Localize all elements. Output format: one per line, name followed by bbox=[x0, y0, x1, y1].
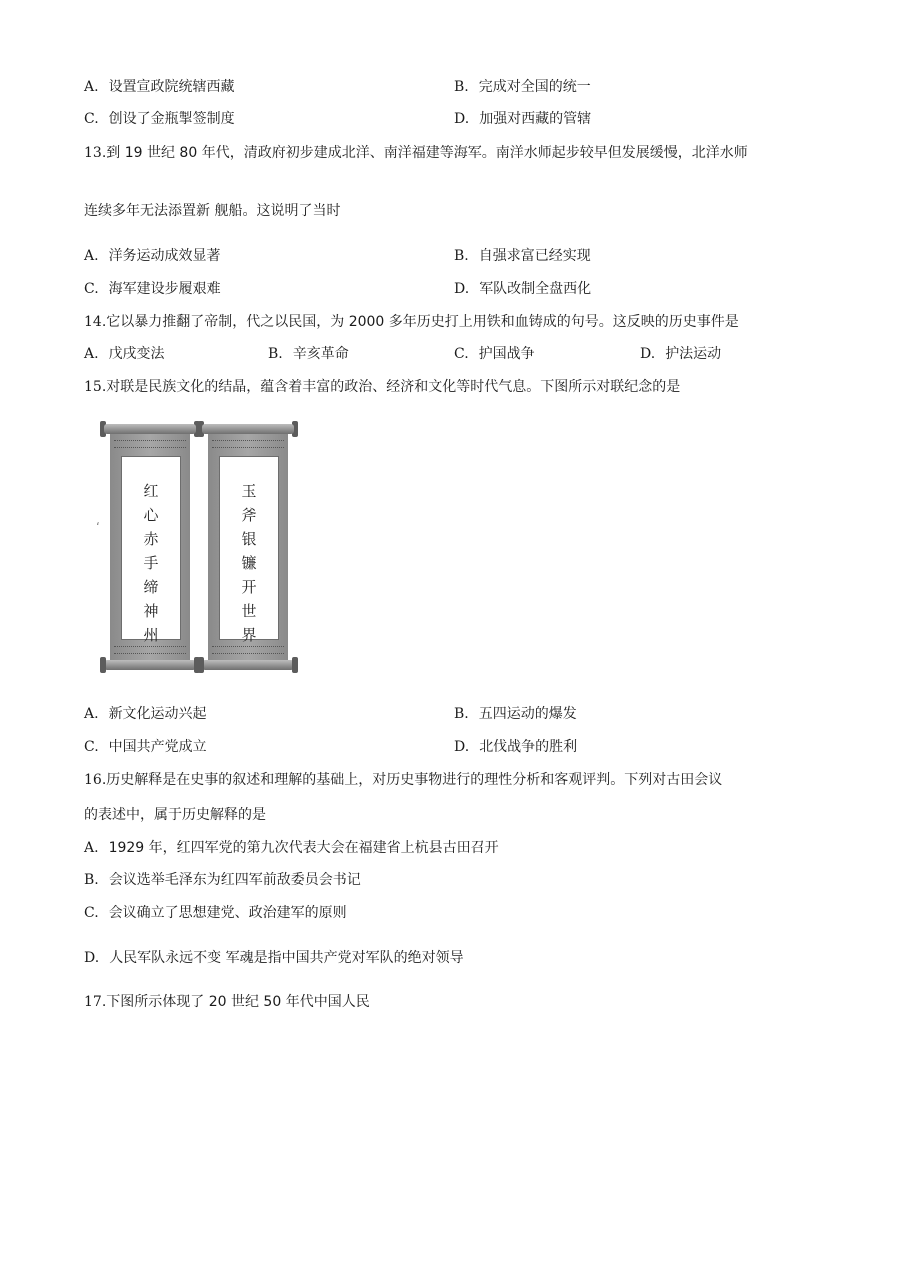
scroll-knob bbox=[198, 657, 204, 673]
option-text: 护法运动 bbox=[665, 346, 722, 362]
q12-option-c bbox=[84, 109, 235, 129]
option-text: 中国共产党成立 bbox=[108, 739, 207, 755]
option-letter: A. bbox=[84, 79, 99, 95]
couplet-char: 赤 bbox=[143, 530, 159, 548]
couplet-char: 玉 bbox=[241, 482, 257, 500]
option-text: 新文化运动兴起 bbox=[108, 706, 207, 722]
q15-option-c bbox=[84, 737, 207, 757]
scroll-panel bbox=[110, 434, 190, 660]
option-letter: C. bbox=[84, 739, 99, 755]
scroll-knob bbox=[100, 657, 106, 673]
couplet-char: 界 bbox=[241, 626, 257, 644]
option-letter: C. bbox=[84, 281, 99, 297]
couplet-char: 银 bbox=[241, 530, 257, 548]
q16-option-c bbox=[84, 903, 347, 923]
q14-option-a bbox=[84, 344, 165, 364]
couplet-right-text bbox=[220, 479, 278, 647]
couplet-char: 红 bbox=[143, 482, 159, 500]
option-text: 会议选举毛泽东为红四军前敌委员会书记 bbox=[108, 872, 361, 888]
couplet-scroll-left bbox=[104, 420, 196, 674]
scroll-panel bbox=[208, 434, 288, 660]
ornament-top bbox=[212, 440, 284, 448]
option-letter: C. bbox=[84, 905, 99, 921]
option-letter: A. bbox=[84, 706, 99, 722]
option-letter: D. bbox=[454, 111, 470, 127]
ornament-top bbox=[114, 440, 186, 448]
option-letter: D. bbox=[640, 346, 656, 362]
question-text: 到 19 世纪 80 年代，清政府初步建成北洋、南洋福建等海军。南洋水师起步较早但发展缓慢，北洋水师 bbox=[106, 145, 748, 161]
option-text: 海军建设步履艰难 bbox=[108, 281, 221, 297]
q14-option-b bbox=[268, 344, 349, 364]
q13-option-b bbox=[454, 246, 591, 266]
option-letter: D. bbox=[454, 281, 470, 297]
q15-option-b bbox=[454, 704, 577, 724]
couplet-char: 斧 bbox=[241, 506, 257, 524]
couplet-char: 开 bbox=[241, 578, 257, 596]
option-text: 会议确立了思想建党、政治建军的原则 bbox=[108, 905, 347, 921]
option-text: 自强求富已经实现 bbox=[478, 248, 591, 264]
option-letter: D. bbox=[84, 950, 100, 966]
scroll-paper bbox=[121, 456, 181, 644]
scroll-rod-bottom bbox=[202, 660, 294, 670]
couplet-char: 世 bbox=[241, 602, 257, 620]
q13-option-a bbox=[84, 246, 221, 266]
q12-option-a bbox=[84, 77, 235, 97]
q16-option-b bbox=[84, 870, 361, 890]
couplet-char: 手 bbox=[143, 554, 159, 572]
option-text: 创设了金瓶掣签制度 bbox=[108, 111, 235, 127]
option-text: 设置宣政院统辖西藏 bbox=[108, 79, 235, 95]
q14-option-d bbox=[640, 344, 721, 364]
scroll-paper bbox=[219, 456, 279, 644]
q17-stem bbox=[84, 992, 370, 1012]
q13-stem-line2: 连续多年无法添置新 舰船。这说明了当时 bbox=[84, 203, 341, 219]
option-text: 戊戌变法 bbox=[108, 346, 165, 362]
option-text: 1929 年，红四军党的第九次代表大会在福建省上杭县古田召开 bbox=[108, 840, 499, 856]
option-letter: B. bbox=[454, 706, 469, 722]
scroll-knob bbox=[292, 657, 298, 673]
couplet-char: 镰 bbox=[241, 554, 257, 572]
option-letter: B. bbox=[84, 872, 99, 888]
q16-option-a bbox=[84, 838, 499, 858]
ornament-bottom bbox=[212, 646, 284, 654]
couplet-figure bbox=[96, 420, 300, 674]
couplet-char: 州 bbox=[143, 626, 159, 644]
question-text: 它以暴力推翻了帝制，代之以民国，为 2000 多年历史打上用铁和血铸成的句号。这反映的历史事件是 bbox=[106, 314, 739, 330]
option-text: 人民军队永远不变 军魂是指中国共产党对军队的绝对领导 bbox=[109, 950, 464, 966]
question-number: 14. bbox=[84, 314, 107, 330]
scan-mark: ‘ bbox=[96, 520, 100, 534]
couplet-left-text bbox=[122, 479, 180, 647]
question-number: 17. bbox=[84, 994, 107, 1010]
question-number: 13. bbox=[84, 145, 107, 161]
q13-stem-line1 bbox=[84, 143, 748, 163]
scroll-rod-top bbox=[202, 424, 294, 434]
question-text: 对联是民族文化的结晶，蕴含着丰富的政治、经济和文化等时代气息。下图所示对联纪念的是 bbox=[106, 379, 681, 395]
option-letter: A. bbox=[84, 840, 99, 856]
q16-option-d bbox=[84, 948, 464, 968]
option-letter: B. bbox=[454, 248, 469, 264]
option-letter: B. bbox=[268, 346, 283, 362]
option-letter: B. bbox=[454, 79, 469, 95]
scroll-rod-bottom bbox=[104, 660, 196, 670]
q15-option-a bbox=[84, 704, 207, 724]
q14-stem bbox=[84, 312, 739, 332]
option-text: 护国战争 bbox=[478, 346, 535, 362]
question-number: 15. bbox=[84, 379, 107, 395]
option-text: 北伐战争的胜利 bbox=[479, 739, 578, 755]
couplet-char: 神 bbox=[143, 602, 159, 620]
option-text: 军队改制全盘西化 bbox=[479, 281, 592, 297]
option-letter: C. bbox=[84, 111, 99, 127]
scroll-rod-top bbox=[104, 424, 196, 434]
option-letter: C. bbox=[454, 346, 469, 362]
option-text: 辛亥革命 bbox=[292, 346, 349, 362]
option-letter: A. bbox=[84, 248, 99, 264]
q13-option-d bbox=[454, 279, 591, 299]
couplet-char: 缔 bbox=[143, 578, 159, 596]
ornament-bottom bbox=[114, 646, 186, 654]
option-text: 完成对全国的统一 bbox=[478, 79, 591, 95]
q14-option-c bbox=[454, 344, 535, 364]
q15-stem bbox=[84, 377, 680, 397]
q16-stem-line2: 的表述中，属于历史解释的是 bbox=[84, 807, 266, 823]
q13-option-c bbox=[84, 279, 221, 299]
couplet-scroll-right bbox=[202, 420, 294, 674]
q16-stem-line1 bbox=[84, 770, 722, 790]
option-text: 五四运动的爆发 bbox=[478, 706, 577, 722]
option-text: 加强对西藏的管辖 bbox=[479, 111, 592, 127]
question-text: 历史解释是在史事的叙述和理解的基础上，对历史事物进行的理性分析和客观评判。下列对古田会议 bbox=[106, 772, 723, 788]
question-text: 下图所示体现了 20 世纪 50 年代中国人民 bbox=[106, 994, 370, 1010]
q12-option-d bbox=[454, 109, 591, 129]
option-text: 洋务运动成效显著 bbox=[108, 248, 221, 264]
option-letter: A. bbox=[84, 346, 99, 362]
question-number: 16. bbox=[84, 772, 107, 788]
q15-option-d bbox=[454, 737, 577, 757]
q12-option-b bbox=[454, 77, 591, 97]
couplet-char: 心 bbox=[143, 506, 159, 524]
option-letter: D. bbox=[454, 739, 470, 755]
